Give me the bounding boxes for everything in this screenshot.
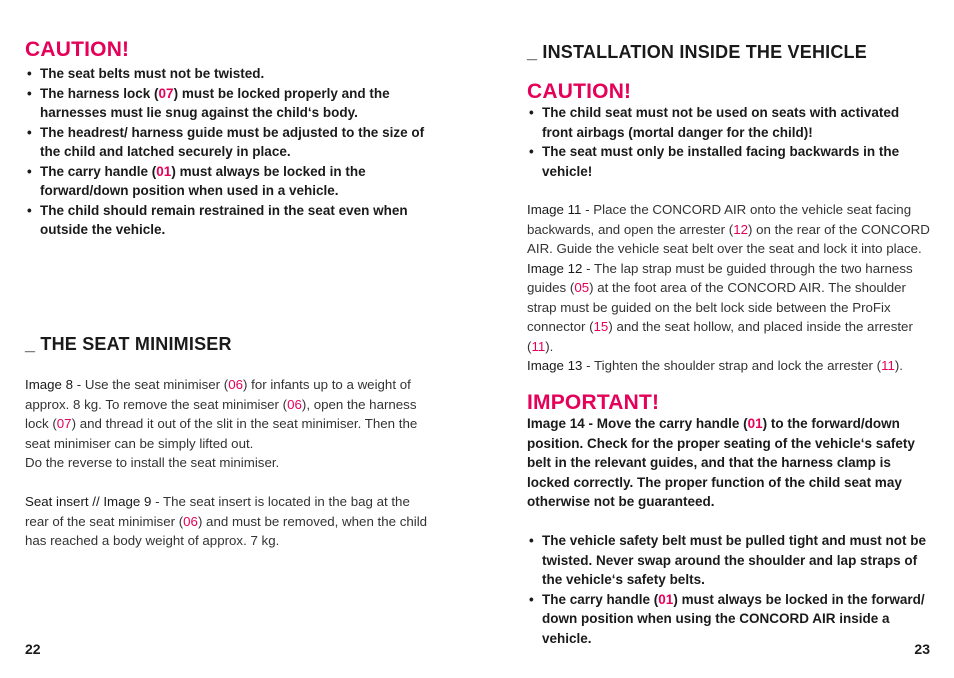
caution-heading-right: CAUTION! (527, 80, 632, 103)
image11-13-paragraph: Image 11 - Place the CONCORD AIR onto the vehicle seat facing backwards, and open the arrester (12) on the rear of the CONCORD AIR. Guide the vehicle seat belt over the seat and lock it into place. Image 12 - The lap strap must be guided through the two harness guides (05) at the foot area of the CONCORD AIR. The shoulder strap must be guided on the belt lock side between the ProFix connector (15) and the seat hollow, and placed inside the arrester (11). Image 13 - Tighten the shoulder strap and lock the arrester (11). (527, 202, 930, 373)
page-number-left: 22 (25, 641, 41, 657)
caution-item: • The child should remain restrained in the seat even when outside the vehicle. (25, 201, 425, 240)
caution-item: • The seat belts must not be twisted. (25, 64, 425, 84)
seat-insert-paragraph: Seat insert // Image 9 - The seat insert is located in the bag at the rear of the seat minimiser (06) and must be removed, when the child has reached a body weight of approx. 7 kg. (25, 494, 428, 548)
caution-list (25, 64, 425, 240)
important-list (527, 531, 932, 648)
right-page (527, 0, 932, 678)
seat-minimiser-heading: _ THE SEAT MINIMISER (25, 334, 232, 354)
page-number-right: 23 (914, 641, 930, 657)
installation-heading: _ INSTALLATION INSIDE THE VEHICLE (527, 42, 867, 62)
important-item: • The carry handle (01) must always be locked in the forward/ down position when using the CONCORD AIR inside a vehicle. (527, 590, 932, 649)
caution-list-right (527, 103, 932, 181)
important-item: • The vehicle safety belt must be pulled tight and must not be twisted. Never swap around the shoulder and lap straps of the vehicle‘s safety belts. (527, 531, 932, 590)
caution-item: • The seat must only be installed facing backwards in the vehicle! (527, 142, 932, 181)
left-page (25, 0, 430, 678)
caution-item: • The carry handle (01) must always be locked in the forward/down position when used in a vehicle. (25, 162, 425, 201)
caution-item: • The harness lock (07) must be locked properly and the harnesses must lie snug against the child‘s body. (25, 84, 425, 123)
important-heading: IMPORTANT! (527, 391, 660, 414)
image14-paragraph: Image 14 - Move the carry handle (01) to the forward/down position. Check for the proper seating of the vehicle‘s safety belt in the relevant guides, and that the harness clamp is locked correctly. The proper function of the child seat may otherwise not be guaranteed. (527, 416, 915, 509)
caution-heading: CAUTION! (25, 38, 130, 61)
caution-item: • The headrest/ harness guide must be adjusted to the size of the child and latched securely in place. (25, 123, 425, 162)
image8-paragraph: Image 8 - Use the seat minimiser (06) for infants up to a weight of approx. 8 kg. To remove the seat minimiser (06), open the harness lock (07) and thread it out of the slit in the seat minimiser. Then the seat minimiser can be simply lifted out. Do the reverse to install the seat minimiser. (25, 377, 418, 470)
caution-item: • The child seat must not be used on seats with activated front airbags (mortal danger for the child)! (527, 103, 932, 142)
